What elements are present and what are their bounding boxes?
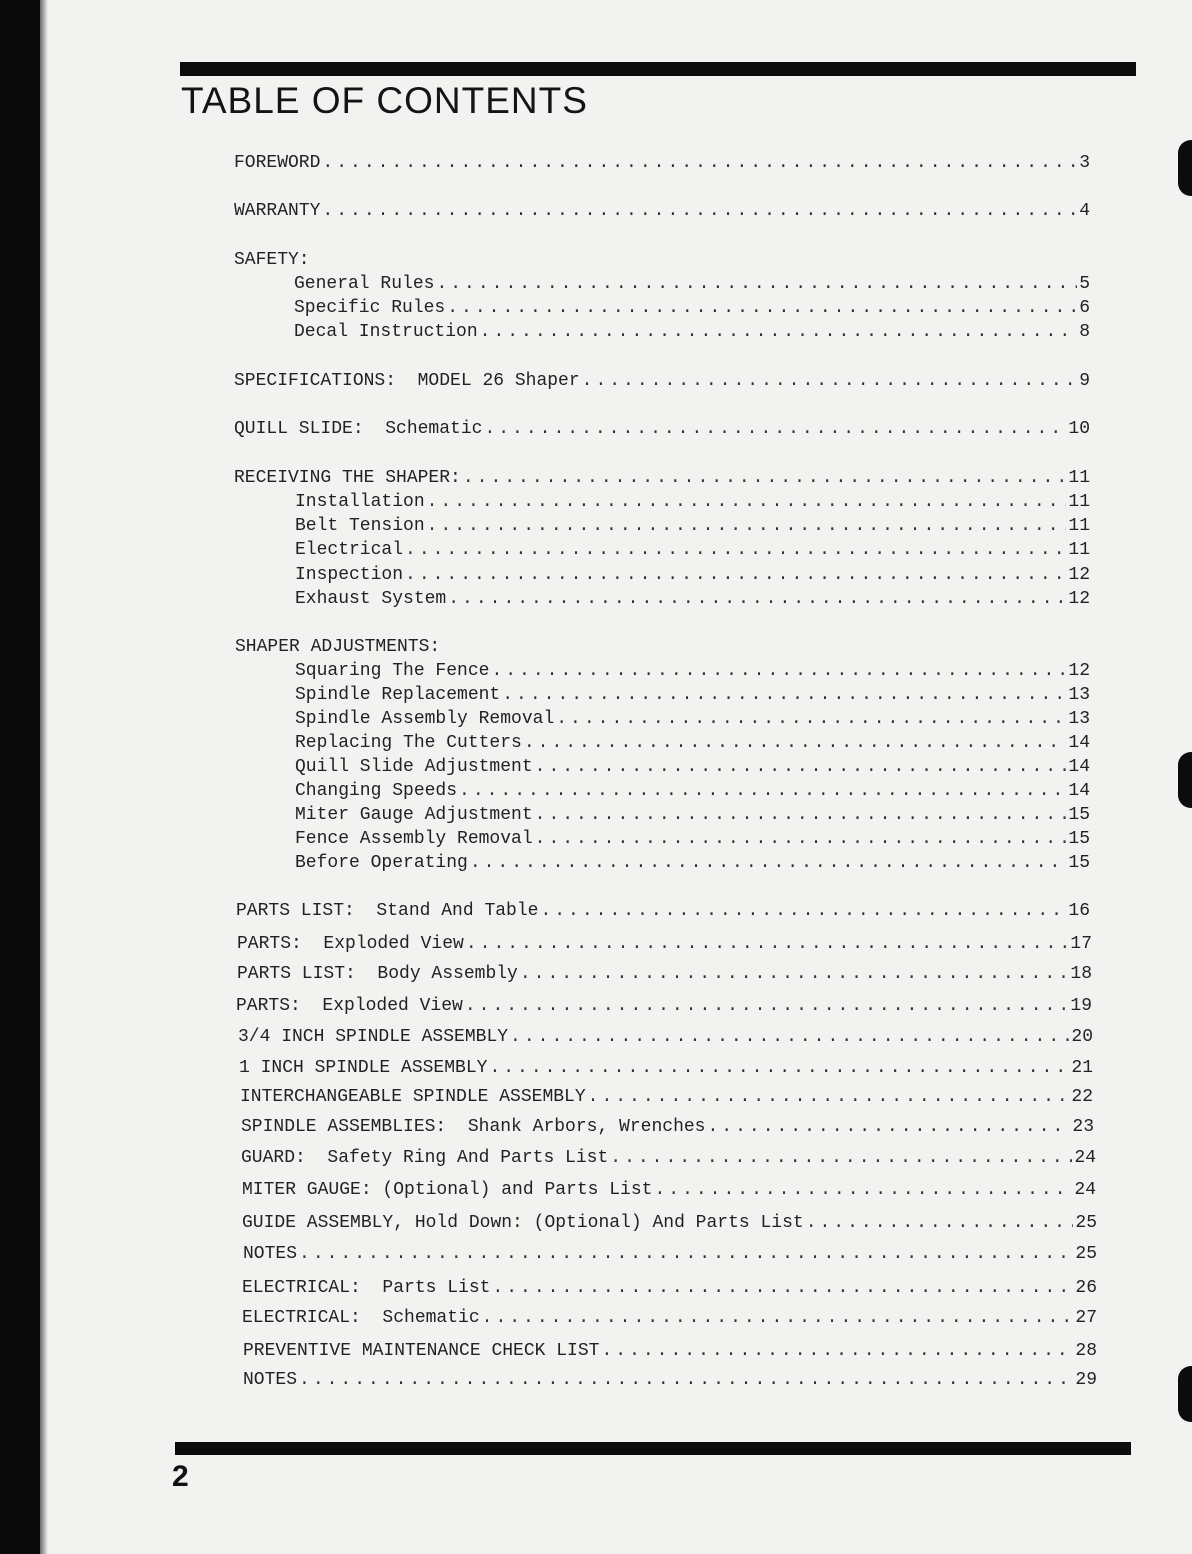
toc-entry-page: 21 <box>1071 1058 1093 1078</box>
scan-edge <box>0 0 40 1554</box>
toc-entry-label: Changing Speeds <box>295 781 458 801</box>
toc-entry-page: 22 <box>1071 1087 1093 1107</box>
toc-entry <box>295 852 1090 874</box>
top-rule <box>180 62 1136 76</box>
toc-entry <box>295 539 1090 561</box>
toc-entry-page: 13 <box>1068 709 1090 729</box>
toc-entry-page: 18 <box>1070 964 1092 984</box>
toc-entry <box>295 732 1090 754</box>
toc-entry-label: INTERCHANGEABLE SPINDLE ASSEMBLY <box>240 1087 586 1107</box>
page-title: TABLE OF CONTENTS <box>181 80 588 121</box>
toc-entry-page: 4 <box>1079 201 1090 221</box>
toc-entry-label: NOTES <box>243 1370 298 1390</box>
toc-entry-page: 12 <box>1068 589 1090 609</box>
toc-entry-label: PARTS LIST: Stand And Table <box>236 901 539 921</box>
toc-entry-label: Specific Rules <box>294 298 446 318</box>
toc-entry-label: PARTS: Exploded View <box>236 996 463 1016</box>
toc-entry-label: Replacing The Cutters <box>295 733 522 753</box>
toc-entry-label: PARTS LIST: Body Assembly <box>237 964 518 984</box>
toc-entry <box>295 491 1090 513</box>
toc-entry <box>294 297 1090 319</box>
toc-entry-label: PARTS: Exploded View <box>237 934 464 954</box>
toc-entry-label: GUIDE ASSEMBLY, Hold Down: (Optional) And Parts List <box>242 1213 804 1233</box>
bottom-rule <box>175 1442 1131 1455</box>
toc-entry-page: 8 <box>1079 322 1090 342</box>
toc-entry-quill-slide <box>234 418 1090 440</box>
toc-entry-page: 5 <box>1079 274 1090 294</box>
toc-entry <box>295 756 1090 778</box>
toc-entry <box>294 321 1090 343</box>
toc-entry <box>295 588 1090 610</box>
toc-entry-page: 14 <box>1068 733 1090 753</box>
toc-entry-label: NOTES <box>243 1244 298 1264</box>
toc-entry-page: 25 <box>1075 1213 1097 1233</box>
toc-entry-label: Inspection <box>295 565 404 585</box>
toc-entry <box>239 1057 1093 1079</box>
toc-entry-page: 15 <box>1068 805 1090 825</box>
toc-entry <box>241 1116 1094 1138</box>
toc-entry-foreword <box>234 152 1090 174</box>
toc-entry <box>295 780 1090 802</box>
toc-entry-page: 27 <box>1075 1308 1097 1328</box>
toc-entry <box>236 995 1092 1017</box>
toc-entry <box>238 1026 1093 1048</box>
toc-entry-page: 12 <box>1068 661 1090 681</box>
toc-entry-page: 20 <box>1071 1027 1093 1047</box>
toc-entry-page: 9 <box>1079 371 1090 391</box>
toc-entry-label: Quill Slide Adjustment <box>295 757 533 777</box>
page-number: 2 <box>172 1460 189 1493</box>
toc-entry <box>295 708 1090 730</box>
toc-entry <box>294 273 1090 295</box>
toc-entry-label: Before Operating <box>295 853 468 873</box>
toc-entry <box>237 933 1092 955</box>
toc-entry <box>295 828 1090 850</box>
toc-entry <box>243 1243 1097 1265</box>
toc-entry-specifications <box>234 370 1090 392</box>
toc-entry-label: RECEIVING THE SHAPER: <box>234 468 461 488</box>
toc-entry-label: QUILL SLIDE: Schematic <box>234 419 483 439</box>
toc-entry-page: 24 <box>1074 1148 1096 1168</box>
toc-entry-page: 17 <box>1070 934 1092 954</box>
toc-section-heading-adjustments: SHAPER ADJUSTMENTS: <box>235 637 441 657</box>
toc-entry-label: FOREWORD <box>234 153 321 173</box>
toc-entry <box>242 1212 1097 1234</box>
toc-entry-label: Miter Gauge Adjustment <box>295 805 533 825</box>
toc-entry-label: PREVENTIVE MAINTENANCE CHECK LIST <box>243 1341 600 1361</box>
toc-entry-page: 19 <box>1070 996 1092 1016</box>
toc-entry-warranty <box>234 200 1090 222</box>
scan-edge-shadow <box>40 0 48 1554</box>
toc-entry <box>295 684 1090 706</box>
toc-entry-page: 26 <box>1075 1278 1097 1298</box>
toc-entry-label: 1 INCH SPINDLE ASSEMBLY <box>239 1058 488 1078</box>
toc-entry-label: Spindle Assembly Removal <box>295 709 555 729</box>
toc-entry <box>243 1369 1097 1391</box>
toc-entry <box>295 564 1090 586</box>
toc-entry-page: 15 <box>1068 829 1090 849</box>
toc-entry-page: 25 <box>1075 1244 1097 1264</box>
toc-section-heading-safety: SAFETY: <box>234 250 310 270</box>
toc-entry-page: 28 <box>1075 1341 1097 1361</box>
toc-entry <box>236 900 1090 922</box>
toc-entry <box>243 1340 1097 1362</box>
toc-entry-page: 11 <box>1068 492 1090 512</box>
toc-entry-label: Squaring The Fence <box>295 661 490 681</box>
toc-entry <box>295 515 1090 537</box>
toc-entry <box>237 963 1092 985</box>
binder-hole <box>1178 140 1192 196</box>
toc-entry-page: 16 <box>1068 901 1090 921</box>
toc-entry-label: Electrical <box>295 540 404 560</box>
toc-entry <box>242 1179 1096 1201</box>
toc-entry-label: SPINDLE ASSEMBLIES: Shank Arbors, Wrenches <box>241 1117 706 1137</box>
toc-entry-label: ELECTRICAL: Parts List <box>242 1278 491 1298</box>
toc-entry-page: 11 <box>1068 516 1090 536</box>
toc-entry <box>242 1277 1097 1299</box>
toc-entry-page: 15 <box>1068 853 1090 873</box>
toc-entry <box>295 804 1090 826</box>
toc-entry-page: 11 <box>1068 468 1090 488</box>
toc-entry-page: 14 <box>1068 757 1090 777</box>
toc-entry-label: Fence Assembly Removal <box>295 829 533 849</box>
toc-entry <box>295 660 1090 682</box>
toc-entry-page: 11 <box>1068 540 1090 560</box>
toc-entry-label: MITER GAUGE: (Optional) and Parts List <box>242 1180 653 1200</box>
toc-entry-label: Exhaust System <box>295 589 447 609</box>
toc-entry-page: 12 <box>1068 565 1090 585</box>
binder-hole <box>1178 752 1192 808</box>
toc-entry-label: Belt Tension <box>295 516 425 536</box>
toc-entry-page: 3 <box>1079 153 1090 173</box>
toc-entry-label: 3/4 INCH SPINDLE ASSEMBLY <box>238 1027 509 1047</box>
toc-entry <box>241 1147 1096 1169</box>
toc-entry <box>242 1307 1097 1329</box>
toc-entry-label: Installation <box>295 492 425 512</box>
toc-entry-page: 23 <box>1072 1117 1094 1137</box>
toc-entry-label: SPECIFICATIONS: MODEL 26 Shaper <box>234 371 580 391</box>
toc-entry-label: ELECTRICAL: Schematic <box>242 1308 480 1328</box>
toc-entry-label: WARRANTY <box>234 201 321 221</box>
toc-entry-page: 13 <box>1068 685 1090 705</box>
toc-entry-page: 6 <box>1079 298 1090 318</box>
toc-section-heading-receiving <box>234 467 1090 489</box>
toc-entry-label: GUARD: Safety Ring And Parts List <box>241 1148 609 1168</box>
toc-entry-label: General Rules <box>294 274 435 294</box>
binder-hole <box>1178 1366 1192 1422</box>
toc-entry-page: 24 <box>1074 1180 1096 1200</box>
toc-entry-label: Spindle Replacement <box>295 685 501 705</box>
toc-entry <box>240 1086 1093 1108</box>
toc-entry-page: 14 <box>1068 781 1090 801</box>
toc-entry-page: 10 <box>1068 419 1090 439</box>
toc-entry-label: Decal Instruction <box>294 322 478 342</box>
toc-entry-page: 29 <box>1075 1370 1097 1390</box>
